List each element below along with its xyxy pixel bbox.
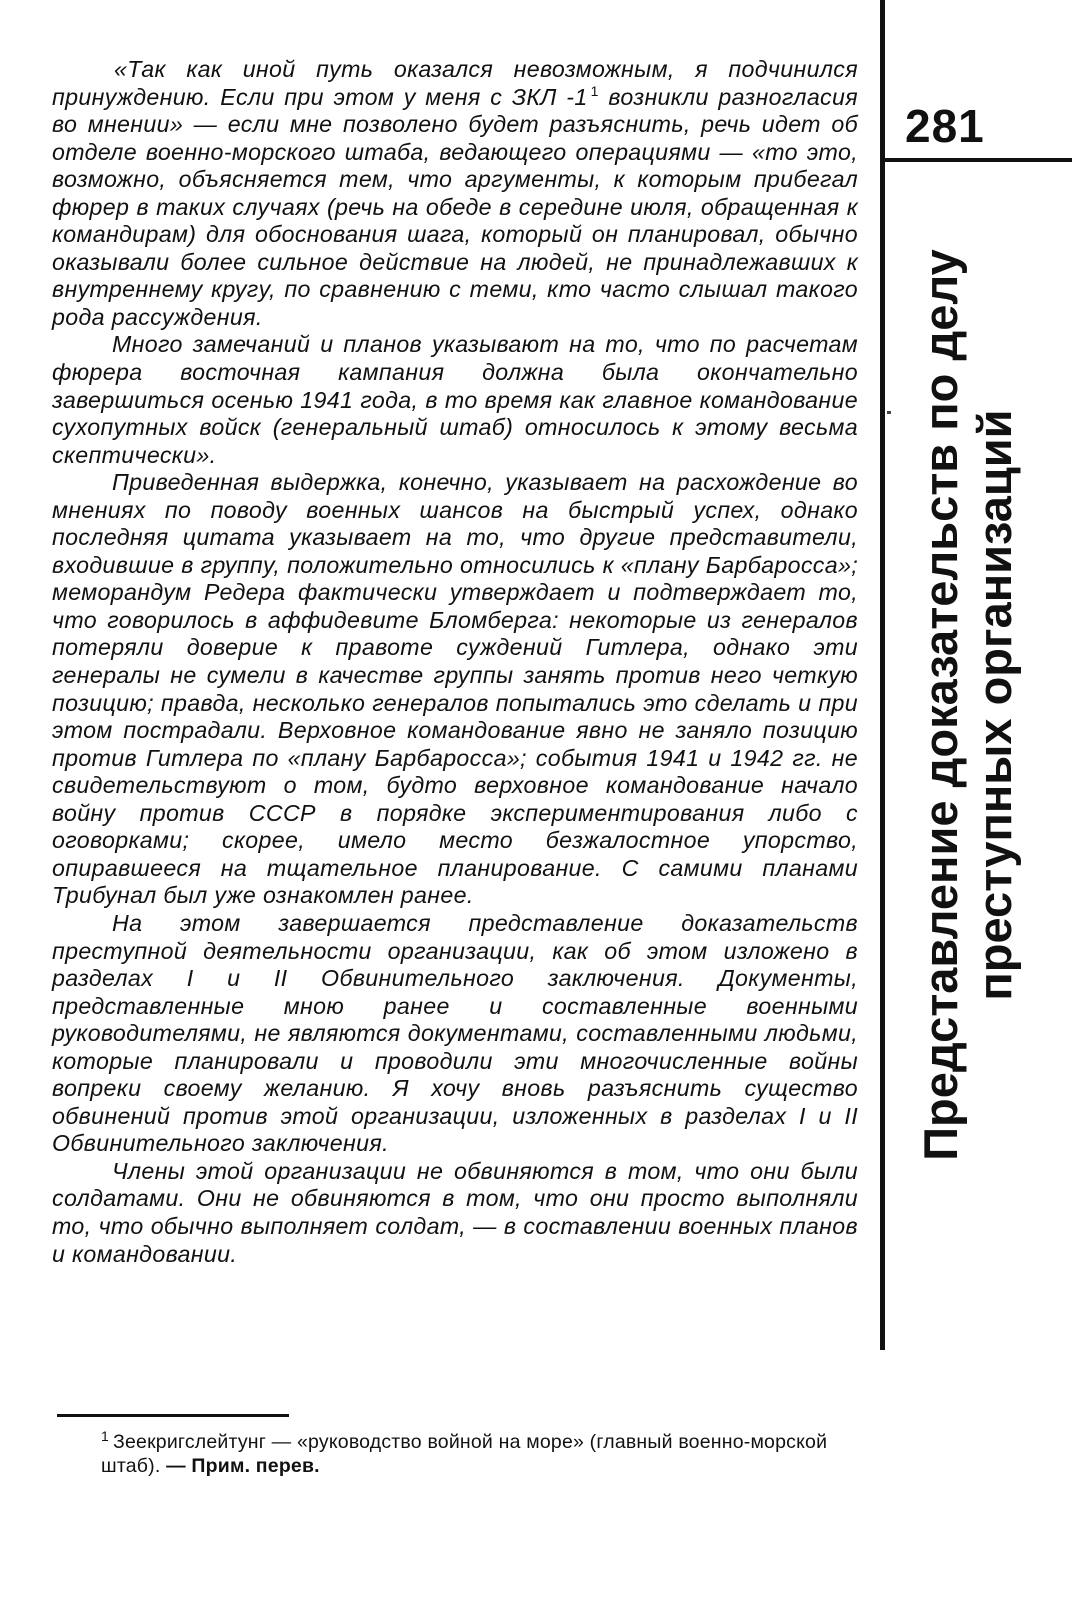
main-text bbox=[52, 56, 858, 1268]
paragraph-1-text-end: возникли разногласия во мнении» — если мне позволено будет разъяснить, речь идет об отделе военно-морского штаба, ведающего операциями — «то это, возможно, объясняется тем, что аргументы, к которым прибегал фюрер в таких случаях (речь на обеде в середине июля, обращенная к командирам) для обоснования шага, который он планировал, обычно оказывали более сильное действие на людей, не принадлежавших к внутреннему кругу, по сравнению с теми, кто часто слышал такого рода рассуждения. bbox=[52, 83, 858, 330]
header-rule bbox=[884, 158, 1072, 162]
paragraph-4: На этом завершается представление доказательств преступной деятельности организации, как об этом изложено в разделах I и II Обвинительного заключения. Документы, представленные мною ранее и составленные военными руководителями, не являются документами, составленными людьми, которые планировали и проводили эти многочисленные войны вопреки своему желанию. Я хочу вновь разъяснить существо обвинений против этой организации, изложенных в разделах I и II Обвинительного заключения. bbox=[52, 909, 858, 1157]
margin-tick-mark bbox=[887, 411, 891, 414]
running-title bbox=[914, 205, 1034, 1205]
footnote-rule bbox=[57, 1414, 289, 1417]
running-title-line-1: Представление доказательств по делу bbox=[914, 249, 967, 1161]
translator-note: — Прим. перев. bbox=[166, 1455, 320, 1477]
paragraph-1-text-start: «Так как иной путь оказался невозможным, я подчинился принуждению. Если при этом у меня с ЗКЛ -1 bbox=[52, 56, 858, 110]
paragraph-5: Члены этой организации не обвиняются в том, что они были солдатами. Они не обвиняются в том, что они просто выполняли то, что обычно выполняет солдат, — в составлении военных планов и командовании. bbox=[52, 1157, 858, 1267]
running-title-line-2: преступных организаций bbox=[968, 409, 1021, 1001]
footnote-reference: 1 bbox=[590, 82, 599, 99]
paragraph-3: Приведенная выдержка, конечно, указывает на расхождение во мнениях по поводу военных шансов на быстрый успех, однако последняя цитата указывает на то, что другие представители, входившие в группу, положительно относились к «плану Барбаросса»; меморандум Редера фактически утверждает и подтверждает то, что говорилось в аффидевите Бломберга: некоторые из генералов потеряли доверие к правоте суждений Гитлера, однако эти генералы не сумели в качестве группы занять против него четкую позицию; правда, несколько генералов попытались это сделать и при этом пострадали. Верховное командование явно не заняло позицию против Гитлера по «плану Барбаросса»; события 1941 и 1942 гг. не свидетельствуют о том, будто верховное командование начало войну против СССР в порядке экспериментирования либо с оговорками; скорее, имело место безжалостное упорство, опиравшееся на тщательное планирование. С самими планами Трибунал был уже ознакомлен ранее. bbox=[52, 469, 858, 909]
footnote-marker: 1 bbox=[101, 1427, 109, 1444]
footnote-text: Зеекригслейтунг — «руководство войной на море» (главный военно-морской штаб). bbox=[101, 1431, 828, 1477]
footnote bbox=[101, 1427, 861, 1478]
page-number: 281 bbox=[905, 100, 985, 152]
paragraph-2: Много замечаний и планов указывают на то, что по расчетам фюрера восточная кампания должна была окончательно завершиться осенью 1941 года, в то время как главное командование сухопутных войск (генеральный штаб) относилось к этому весьма скептически». bbox=[52, 331, 858, 468]
vertical-rule bbox=[880, 0, 885, 1350]
paragraph-1 bbox=[52, 56, 858, 331]
